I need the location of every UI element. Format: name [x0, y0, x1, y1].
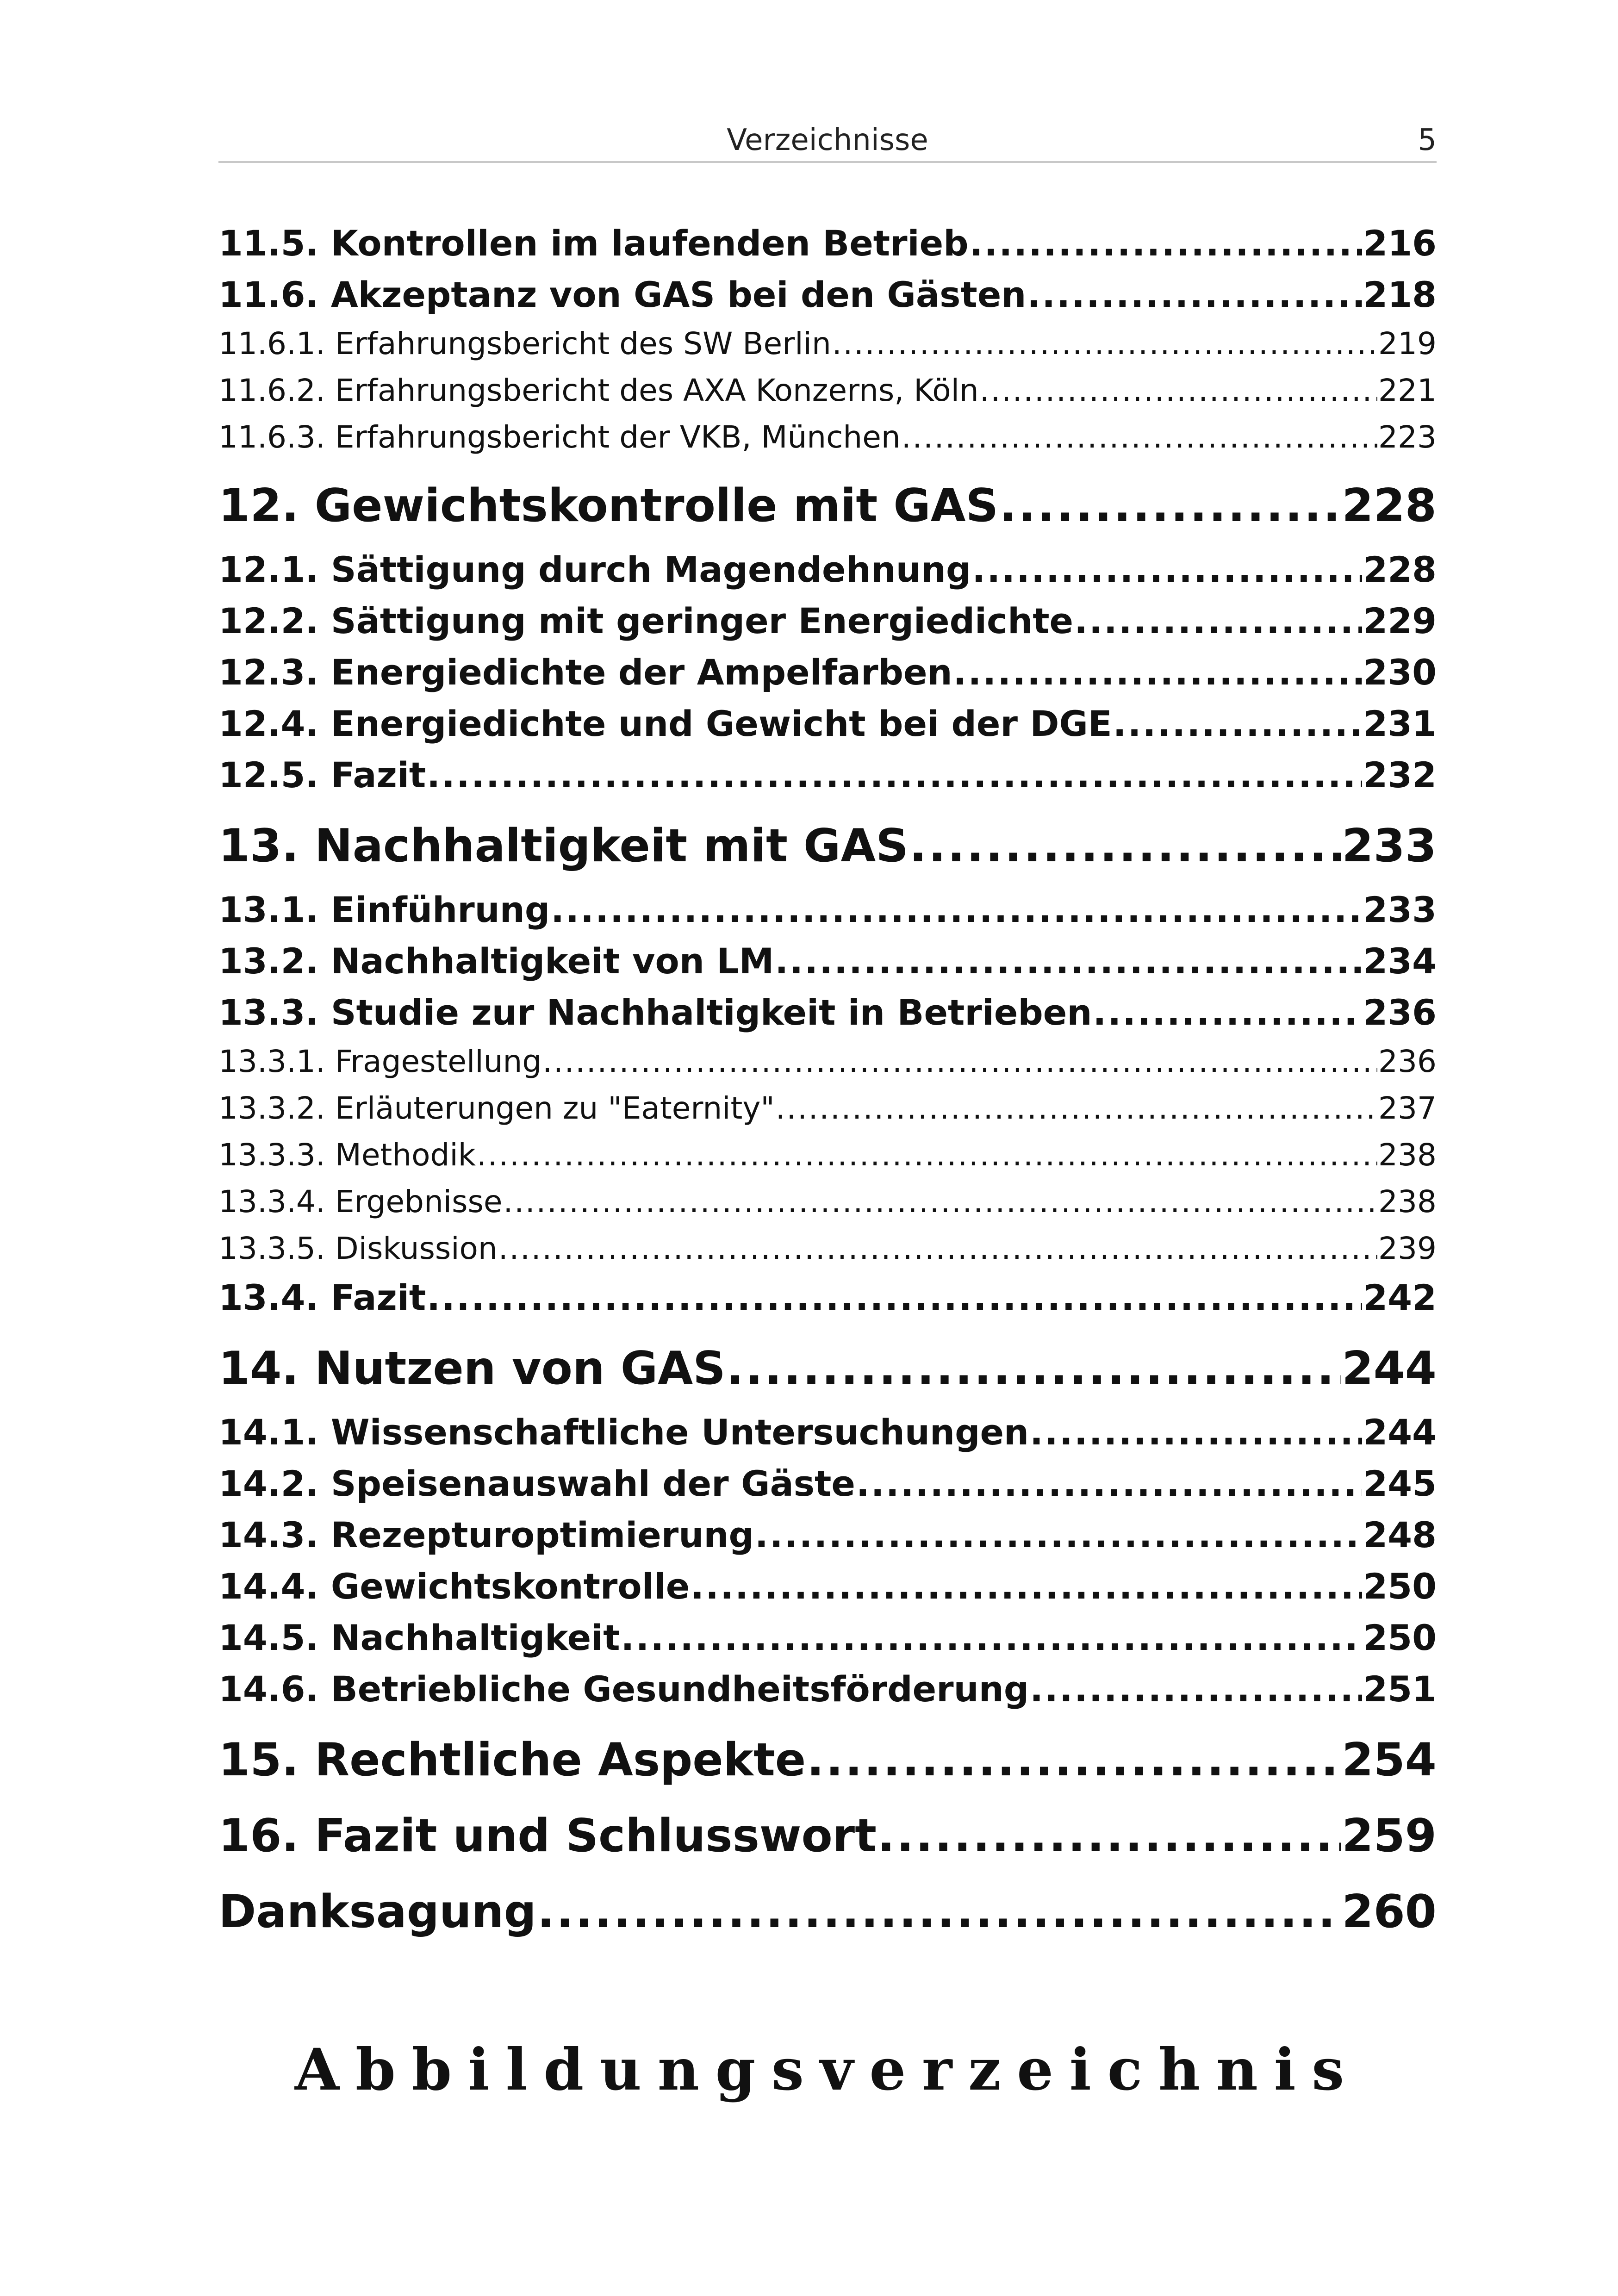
- toc-entry-page: 244: [1363, 1412, 1437, 1453]
- section-heading: Abbildungsverzeichnis: [295, 2036, 1360, 2103]
- toc-entry[interactable]: [218, 1272, 1437, 1323]
- toc-entry[interactable]: [218, 1038, 1437, 1085]
- toc-entry-title: 13.3.3. Methodik: [218, 1137, 476, 1173]
- toc-entry-page: 237: [1378, 1090, 1437, 1126]
- toc-entry[interactable]: [218, 935, 1437, 987]
- toc-entry-title: 13.2. Nachhaltigkeit von LM: [218, 940, 774, 982]
- toc-entry-page: 250: [1363, 1617, 1437, 1658]
- toc-leader: [691, 1561, 1362, 1612]
- toc-entry-title: 13.4. Fazit: [218, 1277, 426, 1318]
- toc-chapter-entry[interactable]: [218, 1874, 1437, 1950]
- toc-leader: [909, 808, 1341, 884]
- toc-entry-page: 238: [1378, 1137, 1437, 1173]
- toc-entry-page: 236: [1378, 1044, 1437, 1079]
- toc-leader: [1074, 595, 1362, 647]
- toc-entry-page: 239: [1378, 1231, 1437, 1266]
- toc-entry-page: 233: [1342, 820, 1437, 872]
- toc-entry[interactable]: [218, 269, 1437, 320]
- toc-leader: [477, 1132, 1377, 1178]
- toc-entry[interactable]: [218, 1561, 1437, 1612]
- toc-entry[interactable]: [218, 544, 1437, 595]
- toc-entry-page: 228: [1363, 549, 1437, 590]
- toc-leader: [856, 1458, 1362, 1509]
- toc-entry[interactable]: [218, 1178, 1437, 1225]
- toc-entry[interactable]: [218, 1085, 1437, 1132]
- toc-leader: [902, 414, 1377, 460]
- toc-leader: [970, 218, 1363, 269]
- toc-entry-page: 232: [1363, 754, 1437, 796]
- toc-leader: [542, 1038, 1377, 1085]
- toc-entry[interactable]: [218, 698, 1437, 749]
- toc-entry-title: 13.3. Studie zur Nachhaltigkeit in Betrieben: [218, 992, 1092, 1033]
- toc-leader: [999, 468, 1341, 544]
- table-of-contents: [218, 218, 1437, 1950]
- toc-entry-page: 250: [1363, 1566, 1437, 1607]
- toc-entry[interactable]: [218, 1406, 1437, 1458]
- toc-chapter-entry[interactable]: [218, 1331, 1437, 1406]
- toc-entry[interactable]: [218, 367, 1437, 414]
- toc-entry-page: 218: [1363, 274, 1437, 315]
- toc-entry[interactable]: [218, 1225, 1437, 1272]
- toc-entry-title: 12.2. Sättigung mit geringer Energiedichte: [218, 600, 1074, 641]
- toc-entry[interactable]: [218, 884, 1437, 935]
- toc-leader: [498, 1225, 1377, 1272]
- toc-entry-title: 13.3.1. Fragestellung: [218, 1044, 542, 1079]
- toc-entry[interactable]: [218, 647, 1437, 698]
- toc-entry-page: 251: [1363, 1668, 1437, 1710]
- toc-entry-title: 12.5. Fazit: [218, 754, 426, 796]
- toc-leader: [980, 367, 1377, 414]
- toc-entry[interactable]: [218, 1663, 1437, 1715]
- toc-entry-page: 254: [1342, 1734, 1437, 1786]
- toc-leader: [832, 320, 1377, 367]
- toc-entry-page: 229: [1363, 600, 1437, 641]
- toc-entry-title: 11.6.2. Erfahrungsbericht des AXA Konzerns, Köln: [218, 373, 979, 408]
- page-number: 5: [1418, 123, 1437, 157]
- toc-entry-title: 13.3.4. Ergebnisse: [218, 1184, 503, 1220]
- toc-leader: [877, 1798, 1341, 1874]
- toc-entry-title: 15. Rechtliche Aspekte: [218, 1734, 806, 1786]
- toc-entry-page: 221: [1378, 373, 1437, 408]
- toc-chapter-entry[interactable]: [218, 808, 1437, 884]
- toc-entry-page: 231: [1363, 703, 1437, 744]
- toc-leader: [727, 1331, 1341, 1406]
- toc-entry-title: 11.6. Akzeptanz von GAS bei den Gästen: [218, 274, 1027, 315]
- toc-leader: [1113, 698, 1363, 749]
- toc-leader: [776, 1085, 1377, 1132]
- toc-leader: [427, 1272, 1362, 1323]
- toc-entry[interactable]: [218, 320, 1437, 367]
- toc-entry[interactable]: [218, 595, 1437, 647]
- toc-entry-title: 13. Nachhaltigkeit mit GAS: [218, 820, 909, 872]
- toc-entry-page: 216: [1363, 223, 1437, 264]
- toc-entry[interactable]: [218, 1132, 1437, 1178]
- toc-leader: [807, 1722, 1341, 1798]
- toc-leader: [953, 647, 1363, 698]
- toc-entry[interactable]: [218, 749, 1437, 801]
- toc-entry-page: 259: [1342, 1810, 1437, 1862]
- toc-entry-title: 14.4. Gewichtskontrolle: [218, 1566, 690, 1607]
- toc-entry-page: 223: [1378, 419, 1437, 455]
- toc-entry-title: 12.1. Sättigung durch Magendehnung: [218, 549, 971, 590]
- toc-entry-title: 14. Nutzen von GAS: [218, 1342, 726, 1395]
- toc-entry-title: 11.6.3. Erfahrungsbericht der VKB, München: [218, 419, 901, 455]
- toc-leader: [755, 1509, 1362, 1561]
- toc-entry-page: 228: [1342, 479, 1437, 532]
- toc-leader: [621, 1612, 1363, 1663]
- toc-leader: [972, 544, 1362, 595]
- toc-entry-page: 245: [1363, 1463, 1437, 1504]
- toc-entry-title: 14.5. Nachhaltigkeit: [218, 1617, 620, 1658]
- toc-leader: [775, 935, 1362, 987]
- toc-entry[interactable]: [218, 987, 1437, 1038]
- toc-chapter-entry[interactable]: [218, 468, 1437, 544]
- toc-entry[interactable]: [218, 414, 1437, 460]
- toc-leader: [537, 1874, 1341, 1950]
- toc-entry-page: 219: [1378, 326, 1437, 361]
- toc-entry-page: 238: [1378, 1184, 1437, 1220]
- toc-entry-title: 16. Fazit und Schlusswort: [218, 1810, 877, 1862]
- toc-entry-title: 11.5. Kontrollen im laufenden Betrieb: [218, 223, 969, 264]
- page-header: [218, 115, 1437, 163]
- toc-entry-page: 248: [1363, 1514, 1437, 1556]
- toc-entry-title: 13.1. Einführung: [218, 889, 550, 930]
- toc-entry-page: 236: [1363, 992, 1437, 1033]
- toc-entry[interactable]: [218, 1509, 1437, 1561]
- toc-entry-title: 14.1. Wissenschaftliche Untersuchungen: [218, 1412, 1029, 1453]
- toc-entry-page: 242: [1363, 1277, 1437, 1318]
- toc-chapter-entry[interactable]: [218, 1798, 1437, 1874]
- toc-leader: [427, 749, 1362, 801]
- toc-entry-title: Danksagung: [218, 1885, 536, 1938]
- toc-entry-title: 13.3.2. Erläuterungen zu "Eaternity": [218, 1090, 775, 1126]
- toc-entry-title: 14.6. Betriebliche Gesundheitsförderung: [218, 1668, 1029, 1710]
- toc-entry[interactable]: [218, 218, 1437, 269]
- toc-entry-title: 14.3. Rezepturoptimierung: [218, 1514, 754, 1556]
- toc-entry-title: 12. Gewichtskontrolle mit GAS: [218, 479, 999, 532]
- toc-chapter-entry[interactable]: [218, 1722, 1437, 1798]
- toc-leader: [551, 884, 1362, 935]
- toc-entry-page: 233: [1363, 889, 1437, 930]
- running-title: Verzeichnisse: [727, 123, 928, 157]
- toc-entry-title: 12.4. Energiedichte und Gewicht bei der DGE: [218, 703, 1112, 744]
- toc-leader: [504, 1178, 1378, 1225]
- toc-entry[interactable]: [218, 1612, 1437, 1663]
- toc-leader: [1027, 269, 1362, 320]
- toc-entry-page: 244: [1342, 1342, 1437, 1395]
- toc-leader: [1030, 1663, 1362, 1715]
- toc-entry-title: 12.3. Energiedichte der Ampelfarben: [218, 652, 952, 693]
- toc-entry-page: 230: [1363, 652, 1437, 693]
- toc-leader: [1030, 1406, 1362, 1458]
- toc-entry-title: 11.6.1. Erfahrungsbericht des SW Berlin: [218, 326, 831, 361]
- toc-entry-page: 234: [1363, 940, 1437, 982]
- toc-entry-title: 14.2. Speisenauswahl der Gäste: [218, 1463, 855, 1504]
- toc-entry-page: 260: [1342, 1885, 1437, 1938]
- toc-entry-title: 13.3.5. Diskussion: [218, 1231, 498, 1266]
- toc-leader: [1093, 987, 1362, 1038]
- toc-entry[interactable]: [218, 1458, 1437, 1509]
